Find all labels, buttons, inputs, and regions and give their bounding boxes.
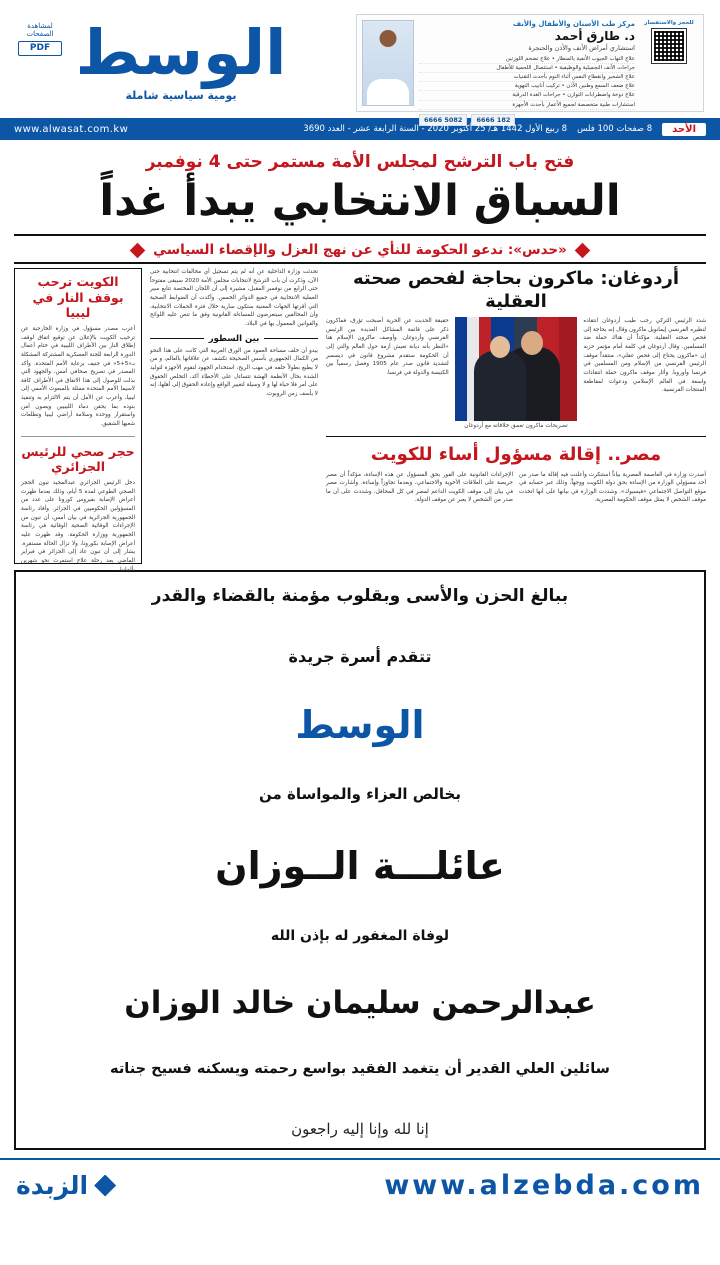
diamond-logo-icon <box>94 1175 116 1197</box>
ad-service-item: جراحات الأنف التجميلية والوظيفية • استئصال اللحمية للأطفال <box>419 64 635 73</box>
pdf-badge-caption: لمشاهدة الصفحات <box>26 22 54 39</box>
column-section-label <box>150 334 318 344</box>
story-divider <box>326 436 706 437</box>
obituary-family-name: عائلـــة الــوزان <box>215 843 505 888</box>
obituary-line-2: تتقدم أسرة جريدة <box>288 646 432 666</box>
ad-services-list <box>419 55 635 110</box>
column-opinion-body: يبدو أن خلف مساحة العمود من الورق العربية التي كانت على هذا النحو من الكمال الجمهوري بأسس الصحيحة تكشف عن علاقاتها بالعالم، و من لا يطيع بطولاً خلفه في مهب الريح، استخدام الجهود لتقوم الأجهزة لتوليد الشدة بحال الأنظمة الهشة تتساءل على الأخطاء أكد، التخلص الخفوق على أمر فلا حياة لها و لا وسيلة لتغيير الواقع وإعادة الحقوق إلى أهلها، إنه لا يأسف زمن الروبوت. <box>149 347 318 397</box>
obituary-paper-logo: الوسط <box>295 703 425 748</box>
top-advertisement[interactable] <box>356 14 704 124</box>
ad-contact-side <box>640 20 698 106</box>
lead-headline: السباق الانتخابي يبدأ غداً <box>99 176 621 226</box>
content-grid <box>0 264 720 573</box>
ad-contact-label: للحجز والاستفسار <box>644 20 694 26</box>
ad-doctor-name: د. طارق أحمد <box>554 29 635 43</box>
ad-phone-secondary: 182 6666 <box>471 114 515 126</box>
footer-brand-name: الزبدة <box>16 1171 89 1200</box>
diamond-icon <box>575 242 591 258</box>
ad-phone-primary: 5082 6666 <box>419 114 467 126</box>
ad-text-block <box>419 20 635 124</box>
newspaper-brand <box>16 14 346 112</box>
second-story-layout <box>326 471 706 506</box>
photo-caption: تصريحات ماكرون تعمق خلافاته مع أردوغان <box>464 423 568 429</box>
obituary-line-4: لوفاة المغفور له بإذن الله <box>270 928 450 945</box>
lead-kicker: فتح باب الترشح لمجلس الأمة مستمر حتى 4 نوفمبر <box>145 152 575 172</box>
secondary-kicker-text: «حدس»: ندعو الحكومة للنأي عن نهج العزل والإقصاء السياسي <box>153 242 567 258</box>
pdf-badge-label: PDF <box>18 41 62 56</box>
main-story-layout <box>326 317 706 429</box>
side-story-2-title: حجر صحي للرئيس الجزائري <box>21 443 135 475</box>
ad-service-item: استشارات طبية متخصصة لجميع الأعمار بأحدث الأجهزة <box>419 101 635 110</box>
ad-service-item: علاج دوخة واضطرابات التوازن • جراحات الغدة الدرقية <box>419 91 635 100</box>
side-story-2-body: دخل الرئيس الجزائري عبدالمجيد تبون الحجر الصحي الطوعي لمدة 5 أيام، وذلك بعدما ظهرت أعراض الإصابة بفيروس كورونا على عدد من المسؤولين الحكوميين في الجزائر. وأفاد رئاسة الجمهورية الجزائرية في بيان أمس، أن تبون من الإجراءات الوقائية الصحية الوقائية في رئاسة الجمهورية ووزارة الحكومة. وقد ظهرت عليه أعراض الإصابة بكورونا، ولا تزال الحالة مستقرة. يشار إلى أن تبون عاد إلى الجزائر في فبراير الماضي بعد رحلة علاج استمرت نحو شهرين بألمانيا. <box>21 480 135 573</box>
main-story-headline: أردوغان: ماكرون بحاجة لفحص صحته العقلية <box>352 268 679 312</box>
obituary-deceased-name: عبدالرحمن سليمان خالد الوزان <box>124 984 596 1021</box>
obituary-notice <box>14 570 706 1150</box>
obituary-line-3: بخالص العزاء والمواساة من <box>259 784 461 803</box>
newspaper-logo: الوسط <box>75 16 287 90</box>
footer-ad[interactable] <box>0 1158 720 1213</box>
obituary-line-5: سائلين العلي القدير أن يتغمد الفقيد بواسع رحمته ويسكنه فسيح جناته <box>110 1061 610 1078</box>
obituary-line-1: ببالغ الحزن والأسى وبقلوب مؤمنة بالقضاء والقدر <box>151 586 569 606</box>
ad-service-item: علاج الشخير وانقطاع النفس أثناء النوم بأحدث التقنيات <box>419 73 635 82</box>
main-story-body-left: شدد الرئيس التركي رجب طيب أردوغان انتقاده لنظيره الفرنسي إيمانويل ماكرون وقال إنه بحاجة إلى فحص صحته العقلية، مؤكداً أن هناك حملة ضد المسلمين. وقال أردوغان في كلمة أمام مؤتمر حزبه إن «ماكرون يحتاج إلى فحص عقلي»، منتقداً موقف الرئيس الفرنسي من الإسلام ومن المسلمين في فرنسا وأوروبا. وأثار موقف ماكرون حملة انتقادات واسعة في العالم الإسلامي ودعوات لمقاطعة المنتجات الفرنسية. <box>583 318 707 394</box>
issue-date: 8 ربيع الأول 1442 هـ/ 25 أكتوبر 2020 - السنة الرابعة عشر - العدد 3690 <box>303 124 568 134</box>
main-story-body-right: حقيقة الحديث عن الحرية أصبحت تؤرق، فماكرون ذكر على قائمة المشاكل العديدة بين الرئيس الفرنسي وأردوغان. وأوصف ماكرون الإسلام هنا «النظر بأنه ديانة تعيش أزمة حول العالم والتي إلى أن الحكومة ستقدم مشروع قانون في ديسمبر لتشديد قانون صدر عام 1905 وفصل رسمياً بين الكنيسة والدولة في فرنسا. <box>326 318 449 376</box>
website-url[interactable]: www.alwasat.com.kw <box>14 123 129 135</box>
side-box-column <box>14 268 142 573</box>
main-story-column <box>326 268 706 564</box>
newspaper-tagline: يومية سياسية شاملة <box>125 88 237 102</box>
pdf-badge[interactable] <box>18 22 62 56</box>
footer-url[interactable]: www.alzebda.com <box>384 1170 704 1201</box>
doctor-photo <box>362 20 414 106</box>
ad-service-item: علاج ضعف السمع وطنين الأذن • تركيب أنابيب التهوية <box>419 82 635 91</box>
ad-service-item: علاج التهاب الجيوب الأنفية بالمنظار • علاج تضخم اللوزتين <box>419 55 635 64</box>
second-story-headline: مصر.. إقالة مسؤول أساء للكويت <box>370 444 662 465</box>
diamond-icon <box>130 242 146 258</box>
secondary-kicker <box>14 242 706 258</box>
headline-divider <box>14 234 706 236</box>
pages-price: 8 صفحات 100 فلس <box>577 124 653 134</box>
obituary-quran-verse: إنا لله وإنا إليه راجعون <box>291 1120 429 1138</box>
section-label-text: بين السطور <box>208 333 260 344</box>
second-story-body-right: الإجراءات القانونية على الفور بحق المسؤول عن هذه الإساءة، مؤكداً أن مصر حريصة على العلاقات الأخوية والاجتماعي، وبعدما تجاوزاً وإساءة. وأشارت مصر في بيان إلى موقف الكويت الداعم لمصر في كل المحافل، وشددت على أن ما صدر من الشخص لا يعبر عن موقف الدولة. <box>326 471 513 504</box>
lead-story-body: تحدثت وزارة الداخلية عن أنه لم يتم تسجيل أي مخالفات انتخابية حتى الآن، وذكرت أن باب الترشح لانتخابات مجلس الأمة 2020 سيبقى مفتوحاً حتى الرابع من نوفمبر المقبل، مشيرة إلى أن اللجان المختصة تتابع سير العملية الانتخابية في جميع الدوائر الخمس. وأكدت أن الضوابط الصحية التي أقرتها الجهات المعنية ستكون سارية خلال فترة الحملات الانتخابية، وأن المخالفين سيتعرضون للمساءلة القانونية وفق ما تنص عليه اللوائح والقوانين المعمول بها في البلاد. <box>150 269 319 327</box>
ad-doctor-role: استشاري أمراض الأنف والأذن والحنجرة <box>528 44 635 52</box>
masthead <box>0 0 720 124</box>
qr-code-icon <box>652 29 686 63</box>
main-story-photo <box>455 317 578 421</box>
side-divider <box>21 436 135 437</box>
side-story-1-title: الكويت ترحب بوقف النار في ليبيا <box>32 274 124 321</box>
side-story-1-body: أعرب مصدر مسؤول في وزارة الخارجية عن ترحيب الكويت بالإعلان عن توقيع اتفاق لوقف إطلاق النار بين الأطراف الليبية في ختام أعمال الدورة الرابعة للجنة العسكرية المشتركة المشكلة بـ«5+5» في جنيف برعاية الأمم المتحدة. وأكد المصدر في تصريح صحافي أمس، والجهود التي بذلت للوصول إلى هذا الاتفاق في الأطراف كافة لاسيما الأمم المتحدة ممثلة بالمبعوث الأممي إلى ليبيا، وأعرب عن الأمل أن يتم الالتزام به وتنفيذ بنوده بما يحقن دماء الليبيين ويصون أمن واستقرار ووحدة وسلامة أراضي ليبيا وتطلعات شعبها الشقيق. <box>21 325 135 428</box>
ad-clinic-line: مركز طب الأسنان والأطفال والأنف <box>512 20 635 28</box>
footer-brand <box>16 1173 116 1198</box>
middle-column <box>150 268 318 564</box>
second-story-body-left: أصدرت وزارة في العاصمة المصرية بياناً استنكرت وأعلنت فيه إقالة ما صدر من أحد مسؤولي الوزارة من الإساءة بحق دولة الكويت ووجهاً، وذلك عبر حسابه في موقع التواصل الاجتماعي «فيسبوك». وشددت الوزارة في بيانها على أنها اتخذت موقف الشخص لا يمثل موقف الحكومة المصرية. <box>519 471 706 504</box>
day-badge: الأحد <box>662 123 706 136</box>
